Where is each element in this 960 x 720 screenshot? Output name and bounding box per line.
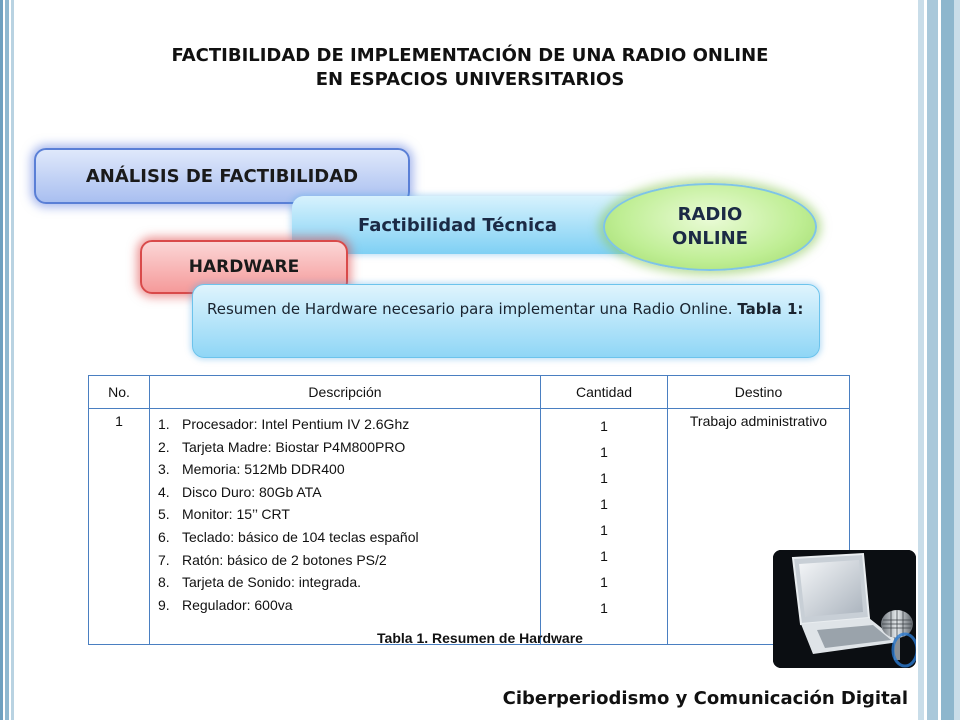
slide-title — [60, 44, 880, 92]
header-descripcion: Descripción — [150, 376, 541, 409]
analisis-label: ANÁLISIS DE FACTIBILIDAD — [85, 165, 359, 187]
quantity-value: 1 — [600, 496, 608, 512]
quantity-value: 1 — [600, 470, 608, 486]
laptop-microphone-icon-svg — [773, 550, 916, 668]
list-item: 6. Teclado: básico de 104 teclas español — [158, 528, 419, 545]
quantity-value: 1 — [600, 418, 608, 434]
tecnica-label: Factibilidad Técnica — [358, 214, 557, 236]
header-no: No. — [89, 376, 150, 409]
quantity-value: 1 — [600, 444, 608, 460]
title-line-2: EN ESPACIOS UNIVERSITARIOS — [315, 69, 625, 90]
right-decorative-border — [914, 0, 960, 720]
header-cantidad: Cantidad — [541, 376, 668, 409]
list-item: 1. Procesador: Intel Pentium IV 2.6Ghz — [158, 416, 410, 432]
resumen-text: Resumen de Hardware necesario para implementar una Radio Online. — [207, 300, 733, 318]
description-cell — [150, 409, 541, 645]
row-number: 1 — [89, 409, 150, 645]
resumen-table-ref: Tabla 1: — [737, 300, 804, 318]
list-item: 7. Ratón: básico de 2 botones PS/2 — [158, 551, 387, 568]
hardware-label: HARDWARE — [188, 257, 300, 277]
list-item: 5. Monitor: 15’’ CRT — [158, 506, 290, 523]
laptop-microphone-icon — [773, 550, 916, 668]
quantity-value: 1 — [600, 574, 608, 590]
resumen-box — [192, 284, 820, 358]
list-item: 9. Regulador: 600va — [158, 596, 293, 613]
footer-text: Ciberperiodismo y Comunicación Digital — [502, 688, 908, 709]
left-decorative-border — [0, 0, 14, 720]
table-caption: Tabla 1. Resumen de Hardware — [377, 630, 583, 646]
table-row — [89, 409, 850, 645]
quantity-value: 1 — [600, 522, 608, 538]
quantity-cell — [541, 409, 668, 645]
quantity-value: 1 — [600, 600, 608, 616]
radio-line-1: RADIO — [677, 204, 743, 225]
list-item: 2. Tarjeta Madre: Biostar P4M800PRO — [158, 438, 406, 455]
list-item: 3. Memoria: 512Mb DDR400 — [158, 461, 345, 478]
hardware-table — [88, 375, 850, 645]
title-line-1: FACTIBILIDAD DE IMPLEMENTACIÓN DE UNA RADIO ONLINE — [171, 45, 769, 66]
list-item: 8. Tarjeta de Sonido: integrada. — [158, 574, 362, 591]
table-header-row — [89, 376, 850, 409]
radio-line-2: ONLINE — [672, 228, 748, 249]
description-list — [154, 413, 536, 616]
list-item: 4. Disco Duro: 80Gb ATA — [158, 483, 322, 500]
radio-online-badge — [603, 183, 817, 271]
quantity-list — [545, 413, 663, 621]
header-destino: Destino — [668, 376, 850, 409]
quantity-value: 1 — [600, 548, 608, 564]
destino-cell: Trabajo administrativo — [668, 409, 850, 645]
